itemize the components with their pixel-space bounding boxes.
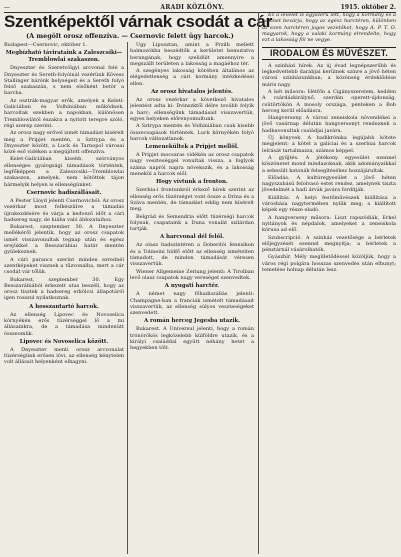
column-3-body	[262, 63, 396, 274]
section-heading: Lipovec és Novoselica között.	[19, 338, 109, 345]
paragraph: A Sztrypa mentén és Volhíniában csak kisebb összecsapások történtek. Luck környékén folyó harcok változatlanok.	[130, 123, 254, 142]
paragraph: Bukarest. A Universul jelenti, hogy a román trónörökös legközelebb külföldre utazik, és a királyi családdal együtt néhány hetet a hegyekben tölt.	[130, 326, 254, 352]
paragraph: Bukarest, szeptember 30. A Dnyeszter mellékéről jelentik, hogy az orosz csapatok ismét visszavonultak tegnap után és egész erejükkel a Besszarábiai határ mentén gyülekeznek.	[4, 224, 124, 256]
paragraph: Ügy Lipusztan, amint a Przilh mellett halmozókba beszédtők a kerületet bemutatva berangának, hogy szelidült amennyire a megszállt területen a lakosság a magáéhoz tér.	[130, 42, 254, 67]
paragraph: Az olasz hadszíntéren a Doberdói fennsíkon és a Tolmeini hídfő előtt az ellenség ismételten támadott, de minden támadását véresen visszavertük.	[130, 242, 254, 268]
article-column-3	[262, 12, 396, 554]
section-heading: A nyugati harctér.	[164, 283, 220, 290]
section-heading: A hosszantartó harcok.	[29, 303, 99, 310]
issue-date: 1915. október 2.	[340, 3, 396, 11]
paragraph: Szubscripció. A színház vezetősége a bérletek előjegyzését ezennel megnyitja; a bérletek a pénztárnál vásárolhatók.	[262, 234, 396, 254]
page-number: —	[4, 3, 10, 11]
paragraph: Új könyvek. A hadikrónika legújabb kötete megjelent; a kötet a galíciai és a szerbiai harcok leírását tartalmazza, számos képpel.	[262, 135, 396, 154]
column-divider	[258, 12, 259, 554]
paragraph: A Pripjet mocsaras vidékén az orosz csapatok nagy veszteséggel vonultak vissza, a foglyok száma napról napra növekszik, és a lakosság menekül a harcok elől.	[130, 152, 254, 178]
section-title-irodalom: IRODALOM ÉS MŰVÉSZET.	[262, 47, 396, 59]
paper-name: ARADI KÖZLÖNY.	[160, 3, 225, 11]
paragraph: Kelet-Galíciában kisebb, szórványos ellenséges gyalogsági támadások történtek, legfőképpen a Zaleszcsiki—Tremblowlai szakaszon, amelyek, nem kötöttek tájon bármelyik helyen is ellenségünket.	[4, 156, 124, 188]
paragraph: A Dnyeszter menti orosz arcvonalat tüzérségünk erősen lövi, az ellenség kénytelen volt állásait helyenként elhagyni.	[4, 346, 124, 366]
section-heading: A harcvonal dél felől.	[159, 234, 225, 241]
main-subheadline: (A megölt orosz offenzíva. — Csernovic felett ügy harcok.)	[26, 32, 234, 40]
paragraph: A hét műsora: Hétfőn a Cigányszerelem, kedden A csárdáskirálynő, szerdán operett-újdonság, csütörtökön A mosoly országa, pénteken a Bob herceg kerül előadásra.	[262, 88, 396, 114]
paragraph: A cári parancs szerint minden ezrednél szentképeket visznek a tűzvonalba, mert a cár csodát vár tőlük.	[4, 256, 124, 276]
paragraph: Szerbia-i frontunkról érkező hírek szerint az ellenség erős tüzérséget vont össze a Drina és a Száva mentén, de támadást eddig nem kísérelt meg.	[130, 187, 254, 213]
paragraph: Dnyeszter és Szeretvölgyi arcvonal felé a Dnyeszter és Sereth-folyóinál vezérünk Kövess Stallinger bárónk helységeit és a Sereth folyó felső szakaszán, s nem elsőként betör a harcba.	[4, 65, 124, 97]
paragraph: Kiállítás. A helyi festőművészek kiállítása a városháza nagytermében nyílik meg; a kiállított képek egy része eladó.	[262, 194, 396, 214]
paragraph: Előadás. A kultúregyesület a jövő héten nagyszabású felolvasó estet rendez, amelynek tiszta jövedelmét a hadi árvák javára fordítják.	[262, 174, 396, 194]
section-heading: Hogy vívtunk a fronton.	[156, 179, 228, 186]
paragraph: Az osztrák-magyar erők, amelyek a Keleti-Galíciában és Volhíniában működnek, harcoltak ezekben a napokban, különösen Tremblowlától északra a nyitott terepre szóló, régi szerep szerint.	[4, 97, 124, 129]
paragraph: Budapest—Csernovic, október 1.	[4, 42, 88, 48]
section-heading: Megbízható távirataink a Zaleszcsiki—Tremblowlai szakaszon.	[5, 50, 123, 64]
paragraph: Ez a levelet is egyszerű lett, hogy a kormány és a kabinet bevárja, hogy az egész harctéren, különben az ezen harctéren jogos vezetőket, hogy A. P. T. O. magyarok, hogy a valaki kormány elrendelte, hogy ezt a lakosság föl ne vegye.	[262, 12, 396, 44]
section-heading: A román herceg Jegesba utazik.	[143, 318, 240, 325]
paragraph: A gyűjtés. A jótékony egyesület ezennel köszönetet mond mindazoknak, akik adományaikkal a sebesült katonák felsegítéséhez hozzájárultak.	[262, 154, 396, 174]
paragraph: Hangverseny. A városi zeneiskola növendékei a jövő vasárnap délután hangversenyt rendeznek a hadbavonultak családjai javára.	[262, 115, 396, 134]
paragraph: Wiener Allgemeine Zeitung jelenti: A Tirolban levő olasz csapatok nagy vereséget szenvedtek.	[130, 268, 254, 281]
paragraph: A Pester Lloyd jelenti Csernovicból: Az orosz vezérkar most felkészülve a támadás újrakezdésére és várja a kedvező időt a cári hadsereg nagy, de hiába való áldozataihoz.	[4, 197, 124, 223]
paragraph: A színházi hírek. Az új évad legnépszerűbb és legkedveltebb darabjai kerülnek színre a jövő héten városi színházunkban; a közönség érdeklődése máris nagy.	[262, 62, 396, 88]
paragraph: Gyászhír. Mély megilletődéssel közöljük, hogy a város régi polgára hosszas szenvedés után elhunyt; temetése holnap délután lesz.	[262, 254, 396, 273]
column-divider	[127, 42, 128, 554]
paragraph: Bukarest, szeptember 30. Egy Besszarábiából érkezett utas beszéli, hogy az orosz tisztek a hadsereg erkölcsi állapotáról igen rosszul nyilatkoznak.	[4, 276, 124, 302]
section-heading: Csernovic hadiszállásait.	[26, 189, 102, 196]
paragraph: A hangverseny műsora: Liszt rapszódiák, Erkel nyitányok és népdalok, amelyeket a zeneiskola kórusa ad elő.	[262, 214, 396, 234]
paragraph: Belgrád és Semendria előtt tüzérségi harcok folynak, csapataink a Duna vonalát szilárdan tartják.	[130, 213, 254, 233]
article-column-1	[4, 42, 124, 554]
column-3-intro	[262, 12, 396, 43]
section-heading: Az orosz hivatalos jelentés.	[151, 89, 233, 96]
paragraph: Az ellenség Lipovec és Novoselica környékén erős tüzérséggel lő a mi állásainkra, de a támadása mindenütt összeomlik.	[4, 311, 124, 337]
paragraph: Az orosz nagy erővel ismét támadást kísérelt meg a Pripjet mentén, a Sztrypa és a Dnyeszter között, a Luck és Tarnopol városai közé eső vidéken a megújított offenzíva.	[4, 130, 124, 156]
section-heading: Lemenekültek a Pripjet mellől.	[145, 144, 239, 151]
paragraph: A német nagy főhadiszállás jelenti: Champagne-ban a franciák ismételt támadásait visszavertük, az ellenség súlyos veszteségeket szenvedett.	[130, 291, 254, 317]
paragraph: A szegényes lakosság körében általános az elégedetlenség a cári kormány intézkedései ellen.	[130, 68, 254, 87]
paragraph: Az orosz vezérkar a következő hivatalos jelentést adta ki: Dvinszktől délre tovább folyik a harc; ellenségünk támadásait visszavertük, egyes helyeken előrenyomultunk.	[130, 97, 254, 122]
main-headline: Szentképektől várnak csodát a cár	[4, 12, 272, 31]
article-column-2	[130, 42, 254, 554]
